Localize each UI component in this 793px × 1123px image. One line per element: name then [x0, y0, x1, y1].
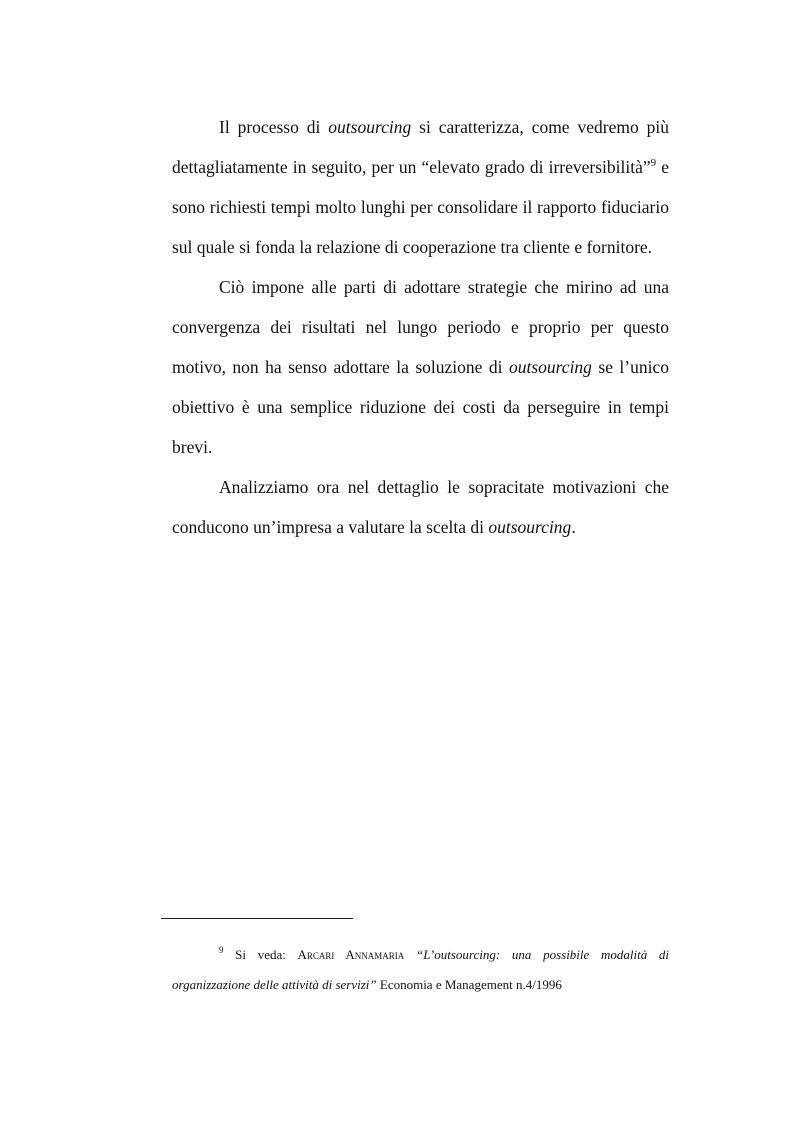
footnote-source: Economia e Management n.4/1996 [376, 977, 562, 992]
footnote-title: “L’outsourcing: una possibile modalità di organizzazione delle attività di servizi” [172, 947, 669, 992]
footnote-author: Arcari Annamaria [297, 947, 405, 962]
outsourcing-term: outsourcing [508, 357, 592, 377]
paragraph-2-text-b: se l’unico obiettivo è una semplice riduzione dei costi da perseguire in tempi brevi. [172, 357, 670, 457]
footnote-lead: Si veda: [223, 947, 298, 962]
footnote-reference[interactable]: 9 [650, 157, 657, 169]
paragraph-3-text-b: . [571, 517, 576, 537]
body-text [172, 107, 669, 547]
paragraph-3 [172, 467, 669, 547]
footnote [172, 940, 669, 1000]
footnote-separator [161, 918, 353, 919]
paragraph-2-text-a: Ciò impone alle parti di adottare strategie che mirino ad una convergenza dei risultati nel lungo periodo e proprio per questo motivo, non ha senso adottare la soluzione di [172, 277, 669, 377]
paragraph-1 [172, 107, 669, 267]
paragraph-1-text-b: si caratterizza, come vedremo più dettagliatamente in seguito, per un “elevato grado di irreversibilità” [172, 117, 669, 177]
paragraph-2 [172, 267, 669, 467]
paragraph-1-text-c: e sono richiesti tempi molto lunghi per consolidare il rapporto fiduciario sul quale si fonda la relazione di cooperazione tra cliente e fornitore. [172, 157, 669, 257]
footnote-number: 9 [219, 945, 224, 955]
paragraph-3-text-a: Analizziamo ora nel dettaglio le sopracitate motivazioni che conducono un’impresa a valutare la scelta di [172, 477, 669, 537]
outsourcing-term: outsourcing [328, 117, 412, 137]
outsourcing-term: outsourcing [488, 517, 572, 537]
paragraph-1-text-a: Il processo di [219, 117, 329, 137]
